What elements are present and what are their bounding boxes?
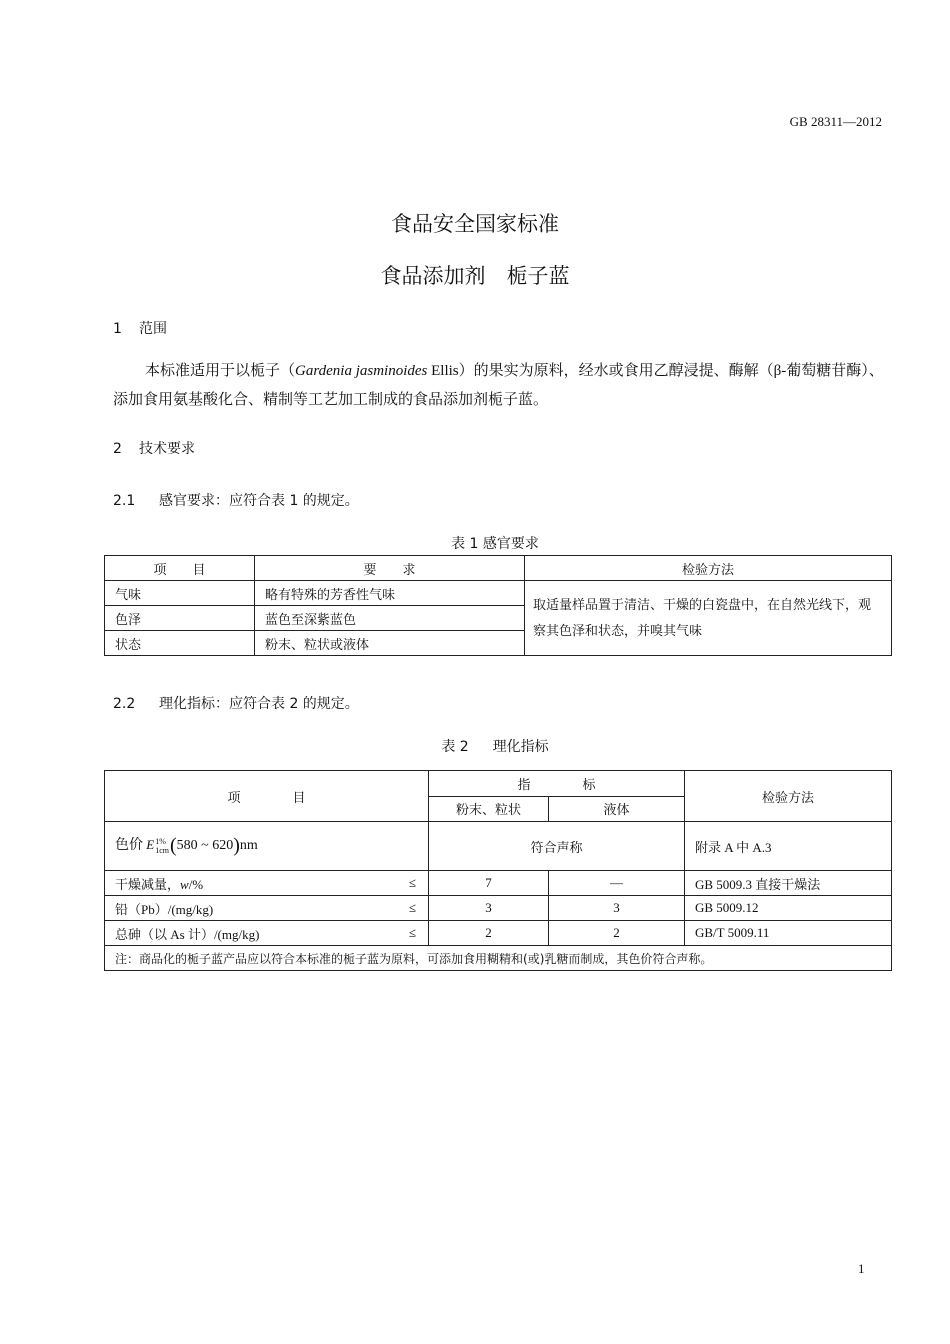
- header-index: 指 标: [429, 771, 685, 797]
- item-cell: [105, 921, 429, 946]
- scope-paragraph: [113, 357, 885, 415]
- section-2-heading: [113, 438, 195, 458]
- scope-species-name: Gardenia jasminoides: [295, 363, 428, 379]
- sensory-requirements-table: [104, 555, 892, 656]
- table-header-row: [105, 556, 892, 581]
- section-1-number: 1: [113, 321, 122, 337]
- item-unit: /%: [188, 876, 204, 892]
- powder-value: 2: [429, 921, 549, 946]
- item-text: 总砷（以 As 计）/(mg/kg): [115, 926, 260, 942]
- extinction-indices: [155, 837, 169, 855]
- standard-title: 食品安全国家标准: [391, 212, 559, 236]
- wavelength-unit: nm: [239, 838, 258, 854]
- powder-value: 7: [429, 871, 549, 896]
- liquid-value: —: [549, 871, 685, 896]
- color-value-spec: 符合声称: [429, 822, 685, 871]
- method-cell: 附录 A 中 A.3: [685, 822, 892, 871]
- header-method: 检验方法: [525, 556, 892, 581]
- requirement-cell: 蓝色至深紫蓝色: [255, 606, 525, 631]
- note-text: 商品化的栀子蓝产品应以符合本标准的栀子蓝为原料，可添加食用糊精和(或)乳糖而制成，其色价符合声称。: [139, 951, 713, 966]
- item-text: 铅（Pb）/(mg/kg): [115, 901, 214, 917]
- page-number: 1: [858, 1261, 865, 1276]
- le-sign: ≤: [408, 875, 416, 890]
- item-symbol: w: [180, 876, 189, 892]
- table-row: [105, 822, 892, 871]
- color-value-cell: 色价 E 1% 1cm (580 ~ 620)nm: [105, 822, 429, 871]
- section-1-body: [113, 357, 885, 415]
- method-cell: GB/T 5009.11: [685, 921, 892, 946]
- section-2-1-heading: [113, 490, 359, 510]
- section-1-title: 范围: [139, 321, 167, 337]
- wavelength-range: 580 ~ 620: [176, 838, 234, 854]
- item-cell: 气味: [105, 581, 255, 606]
- item-cell: 状态: [105, 631, 255, 656]
- section-2-2-number: 2.2: [113, 696, 136, 712]
- method-cell: 取适量样品置于清洁、干燥的白瓷盘中，在自然光线下，观察其色泽和状态，并嗅其气味: [525, 581, 892, 656]
- table-2-caption-text: 理化指标: [492, 739, 549, 755]
- table-1-caption: 表 1 感官要求: [451, 536, 539, 552]
- liquid-value: 3: [549, 896, 685, 921]
- section-1-heading: [113, 318, 167, 338]
- le-sign: ≤: [408, 925, 416, 940]
- extinction-sub: 1cm: [155, 846, 169, 856]
- table-2-caption: [0, 736, 950, 756]
- section-2-2-title: 理化指标：应符合表 2 的规定。: [159, 696, 359, 712]
- scope-text-a: 本标准适用于以栀子（: [145, 363, 296, 379]
- note-label: 注：: [115, 951, 140, 966]
- table-row: [105, 871, 892, 896]
- document-code: GB 28311—2012: [789, 114, 882, 129]
- table-2-caption-number: 表 2: [441, 739, 469, 755]
- item-cell: [105, 871, 429, 896]
- section-2-1-number: 2.1: [113, 493, 136, 509]
- method-cell: GB 5009.3 直接干燥法: [685, 871, 892, 896]
- le-sign: ≤: [408, 900, 416, 915]
- table-row: [105, 921, 892, 946]
- header-liquid: 液体: [549, 796, 685, 822]
- header-item: 项 目: [105, 556, 255, 581]
- header-item: 项 目: [105, 771, 429, 822]
- item-text: 干燥减量，: [115, 876, 181, 892]
- header-powder: 粉末、粒状: [429, 796, 549, 822]
- header-requirement: 要 求: [255, 556, 525, 581]
- header-method: 检验方法: [685, 771, 892, 822]
- extinction-sup: 1%: [155, 837, 166, 847]
- requirement-cell: 粉末、粒状或液体: [255, 631, 525, 656]
- scope-text-b: Ellis）的果实为原料，经水或食用乙醇浸提、酶解（β-葡萄糖苷酶）、添加食用氨基酸化合、精制等工艺加工制成的食品添加剂栀子蓝。: [113, 363, 884, 408]
- table-note-row: [105, 946, 892, 971]
- section-2-title: 技术要求: [139, 441, 195, 457]
- standard-subtitle: 食品添加剂 栀子蓝: [380, 264, 570, 288]
- requirement-cell: 略有特殊的芳香性气味: [255, 581, 525, 606]
- section-2-2-heading: [113, 693, 359, 713]
- physicochemical-indicators-table: [104, 770, 892, 971]
- table-header-row: [105, 771, 892, 797]
- color-value-label: 色价: [115, 838, 143, 854]
- table-row: [105, 896, 892, 921]
- powder-value: 3: [429, 896, 549, 921]
- table-row: [105, 581, 892, 606]
- method-cell: GB 5009.12: [685, 896, 892, 921]
- section-2-number: 2: [113, 441, 122, 457]
- item-cell: [105, 896, 429, 921]
- item-cell: 色泽: [105, 606, 255, 631]
- table-note: [105, 946, 892, 971]
- extinction-symbol: E: [146, 837, 155, 853]
- liquid-value: 2: [549, 921, 685, 946]
- section-2-1-title: 感官要求：应符合表 1 的规定。: [159, 493, 359, 509]
